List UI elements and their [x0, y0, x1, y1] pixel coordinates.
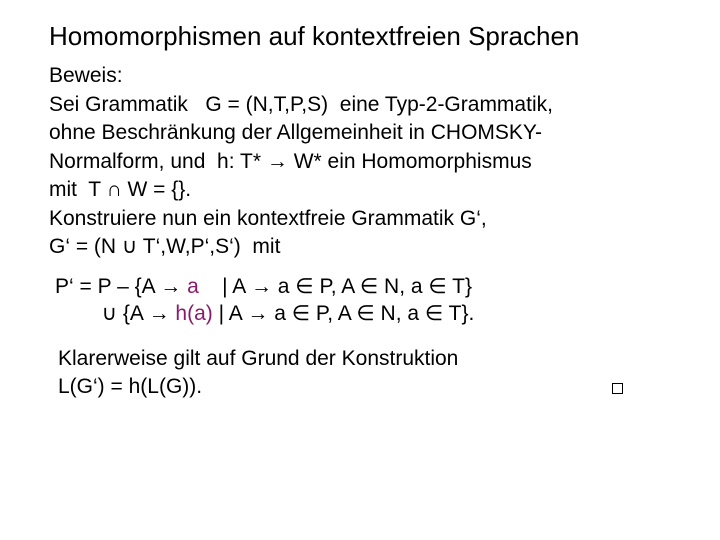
conclusion-block	[58, 345, 458, 401]
conclusion-line: Klarerweise gilt auf Grund der Konstruktion	[58, 347, 459, 370]
proof-line: ohne Beschränkung der Allgemeinheit in CHOMSKY-	[49, 121, 542, 144]
slide-title: Homomorphismen auf kontextfreien Sprachen	[49, 21, 580, 51]
proof-line: Konstruiere nun ein kontextfreie Grammatik G‘,	[49, 206, 487, 230]
proof-line: G‘ = (N ∪ T‘,W,P‘,S‘) mit	[49, 235, 281, 258]
proof-line: Beweis:	[49, 64, 123, 87]
proof-block	[49, 62, 553, 262]
proof-line: Sei Grammatik G = (N,T,P,S) eine Typ-2-Grammatik,	[49, 92, 553, 116]
rule-line-2	[55, 300, 474, 327]
proof-line: Normalform, und h: T* → W* ein Homomorphismus	[49, 149, 532, 173]
rule-prefix: P‘ = P – {A →	[55, 275, 188, 298]
rule-rhs-highlight: h(a)	[175, 302, 213, 325]
rule-line-1	[55, 273, 474, 300]
rule-suffix: | A → a ∈ P, A ∈ N, a ∈ T}	[198, 275, 472, 298]
rule-prefix: ∪ {A →	[55, 302, 176, 325]
production-rules	[55, 273, 474, 327]
qed-square-icon	[612, 383, 623, 394]
rule-rhs-highlight: a	[187, 275, 199, 298]
conclusion-line: L(G‘) = h(L(G)).	[58, 375, 203, 398]
proof-line: mit T ∩ W = {}.	[49, 178, 192, 201]
rule-suffix: | A → a ∈ P, A ∈ N, a ∈ T}.	[212, 302, 475, 325]
